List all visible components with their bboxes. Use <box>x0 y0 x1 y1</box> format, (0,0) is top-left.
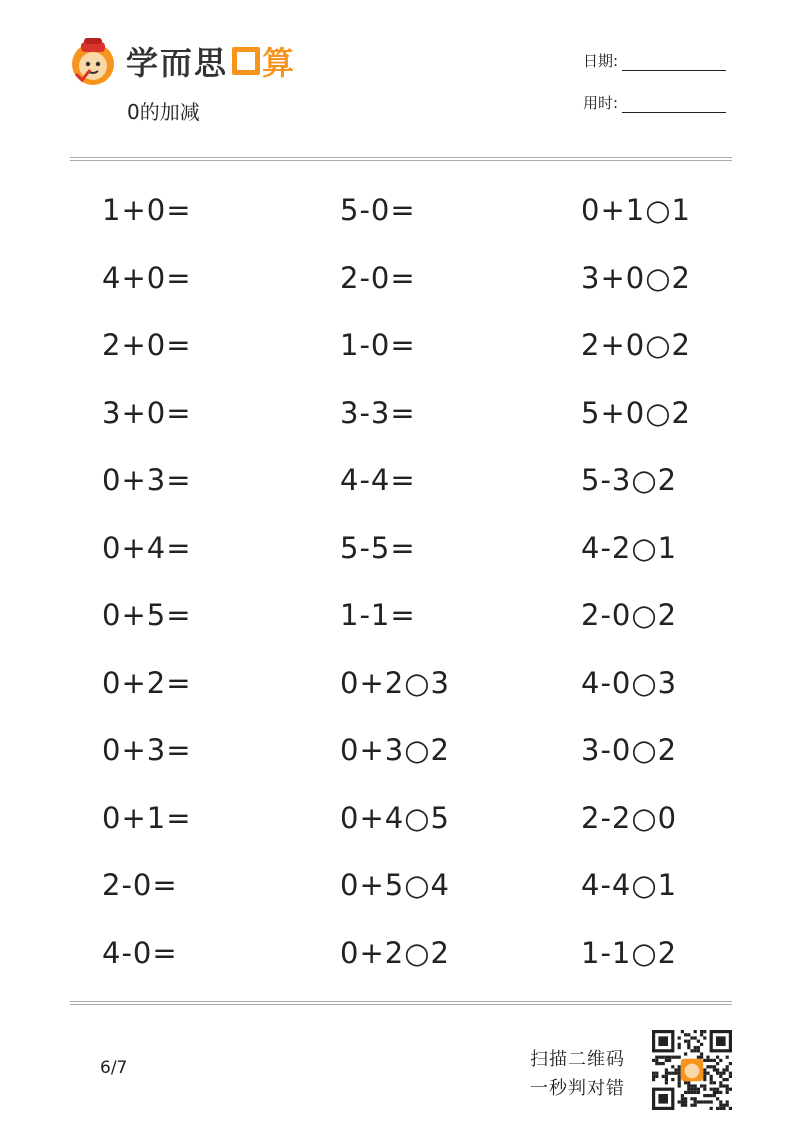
problem-col2-8: 0+2○3 <box>340 665 450 700</box>
problem-col1-11: 2-0= <box>102 868 178 902</box>
problem-col3-3: 2+0○2 <box>581 328 691 362</box>
top-divider <box>70 157 732 161</box>
problem-col1-12: 4-0= <box>102 935 178 970</box>
problem-col1-8: 0+2= <box>102 665 192 700</box>
problem-col1-4: 3+0= <box>102 395 192 430</box>
qr-code-icon[interactable] <box>652 1030 732 1110</box>
brand-square-mark <box>232 47 260 75</box>
problem-col2-4: 3-3= <box>340 395 416 430</box>
problem-col2-3: 1-0= <box>340 328 416 362</box>
problem-col3-10: 2-2○0 <box>581 800 678 835</box>
problem-col3-8: 4-0○3 <box>581 665 678 700</box>
problem-col2-11: 0+5○4 <box>340 868 450 902</box>
problem-col2-9: 0+3○2 <box>340 733 450 767</box>
problem-col2-2: 2-0= <box>340 260 416 295</box>
time-blank-line[interactable] <box>622 98 726 113</box>
problem-col1-9: 0+3= <box>102 733 192 767</box>
scan-hint-line1: 扫描二维码 <box>530 1049 625 1070</box>
problem-col2-1: 5-0= <box>340 193 416 227</box>
problem-col1-10: 0+1= <box>102 800 192 835</box>
problem-col3-4: 5+0○2 <box>581 395 691 430</box>
problem-col1-2: 4+0= <box>102 260 192 295</box>
problem-col1-3: 2+0= <box>102 328 192 362</box>
problem-col3-1: 0+1○1 <box>581 193 691 227</box>
brand-title <box>126 38 296 84</box>
problem-col3-11: 4-4○1 <box>581 868 678 902</box>
monkey-mascot-icon <box>68 36 118 86</box>
bottom-divider <box>70 1001 732 1005</box>
date-blank-line[interactable] <box>622 56 726 71</box>
problem-col1-7: 0+5= <box>102 598 192 632</box>
problem-col3-5: 5-3○2 <box>581 463 678 497</box>
logo <box>68 36 296 86</box>
problem-col3-9: 3-0○2 <box>581 733 678 767</box>
time-label: 用时: <box>583 94 619 112</box>
problem-col2-12: 0+2○2 <box>340 935 450 970</box>
problem-col3-7: 2-0○2 <box>581 598 678 632</box>
brand-accent-text: 算 <box>262 44 297 82</box>
problem-col1-5: 0+3= <box>102 463 192 497</box>
date-label: 日期: <box>583 52 619 70</box>
problem-col1-1: 1+0= <box>102 193 192 227</box>
problem-col1-6: 0+4= <box>102 530 192 565</box>
problem-col3-6: 4-2○1 <box>581 530 678 565</box>
brand-main-text: 学而思 <box>126 44 229 82</box>
problem-col2-6: 5-5= <box>340 530 416 565</box>
problem-col3-12: 1-1○2 <box>581 935 678 970</box>
scan-hint-line2: 一秒判对错 <box>530 1078 625 1099</box>
problem-col2-7: 1-1= <box>340 598 416 632</box>
problem-col2-5: 4-4= <box>340 463 416 497</box>
page-number: 6/7 <box>100 1058 128 1078</box>
date-field <box>583 50 726 71</box>
worksheet-subtitle: 0的加减 <box>127 100 200 124</box>
problem-col3-2: 3+0○2 <box>581 260 691 295</box>
problem-col2-10: 0+4○5 <box>340 800 450 835</box>
time-field <box>583 92 726 113</box>
